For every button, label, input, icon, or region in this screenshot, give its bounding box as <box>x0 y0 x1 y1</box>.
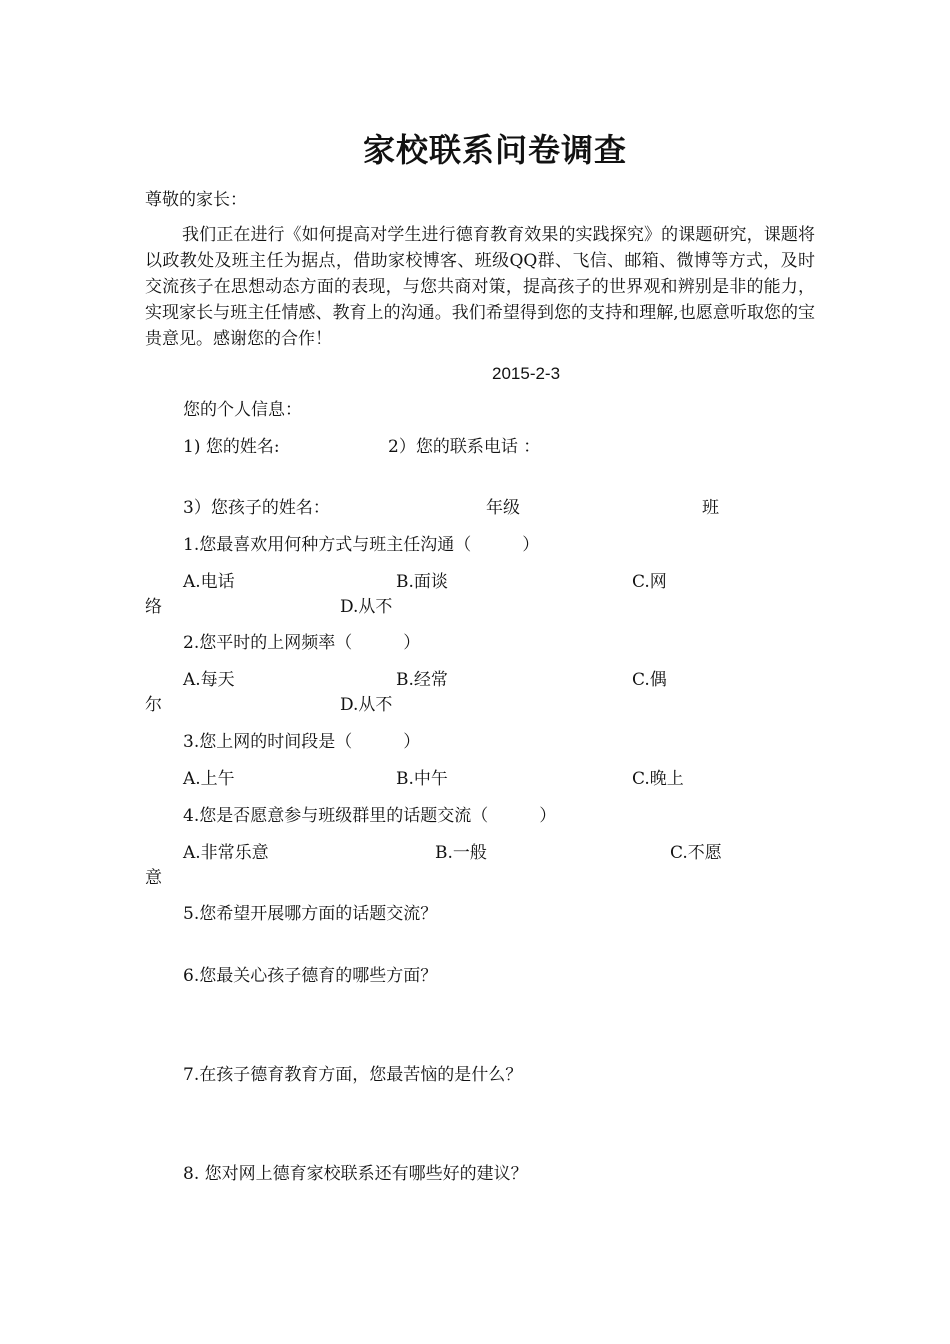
option-text: C.网 <box>632 572 667 592</box>
greeting: 尊敬的家长： <box>145 190 247 210</box>
class-label: 班 <box>702 498 719 518</box>
grade-label: 年级 <box>486 498 520 518</box>
option-text: B.中午 <box>396 769 448 789</box>
option-text: A.电话 <box>183 572 235 592</box>
question-5: 5.您希望开展哪方面的话题交流？ <box>183 904 438 924</box>
option-text: B.经常 <box>396 670 448 690</box>
option-text: D.从不 <box>340 597 393 617</box>
phone-label: 2）您的联系电话 ： <box>388 437 541 457</box>
option-text: B.一般 <box>435 843 487 863</box>
option-text: A.上午 <box>183 769 235 789</box>
question-7: 7.在孩子德育教育方面，您最苦恼的是什么？ <box>183 1065 523 1085</box>
option-text: D.从不 <box>340 695 393 715</box>
question-2: 2.您平时的上网频率（ ） <box>183 633 421 653</box>
question-3: 3.您上网的时间段是（ ） <box>183 732 421 752</box>
parent-name-label: 1) 您的姓名: <box>183 437 280 457</box>
page-title: 家校联系问卷调查 <box>362 131 627 169</box>
option-text: B.面谈 <box>396 572 448 592</box>
child-name-label: 3）您孩子的姓名： <box>183 498 330 518</box>
question-8: 8. 您对网上德育家校联系还有哪些好的建议？ <box>183 1164 528 1184</box>
question-4: 4.您是否愿意参与班级群里的话题交流（ ） <box>183 806 557 826</box>
question-1: 1.您最喜欢用何种方式与班主任沟通（ ） <box>183 535 540 555</box>
option-text: A.非常乐意 <box>183 843 269 863</box>
option-text: C.偶 <box>632 670 667 690</box>
option-text: C.晚上 <box>632 769 684 789</box>
survey-date: 2015-2-3 <box>492 364 561 383</box>
option-text-wrap: 意 <box>145 868 162 888</box>
option-text: A.每天 <box>183 670 235 690</box>
option-text-wrap: 络 <box>145 597 162 617</box>
option-text-wrap: 尔 <box>145 695 162 715</box>
personal-info-heading: 您的个人信息： <box>183 400 302 420</box>
intro-paragraph: 我们正在进行《如何提高对学生进行德育教育效果的实践探究》的课题研究，课题将以政教处及班主任为据点，借助家校博客、班级QQ群、飞信、邮箱、微博等方式，及时交流孩子在思想动态方面的表现，与您共商对策，提高孩子的世界观和辨别是非的能力，实现家长与班主任情感、教育上的沟通。我们希望得到您的支持和理解,也愿意听取您的宝贵意见。感谢您的合作！ <box>145 225 815 349</box>
option-text: C.不愿 <box>670 843 722 863</box>
question-6: 6.您最关心孩子德育的哪些方面？ <box>183 966 438 986</box>
